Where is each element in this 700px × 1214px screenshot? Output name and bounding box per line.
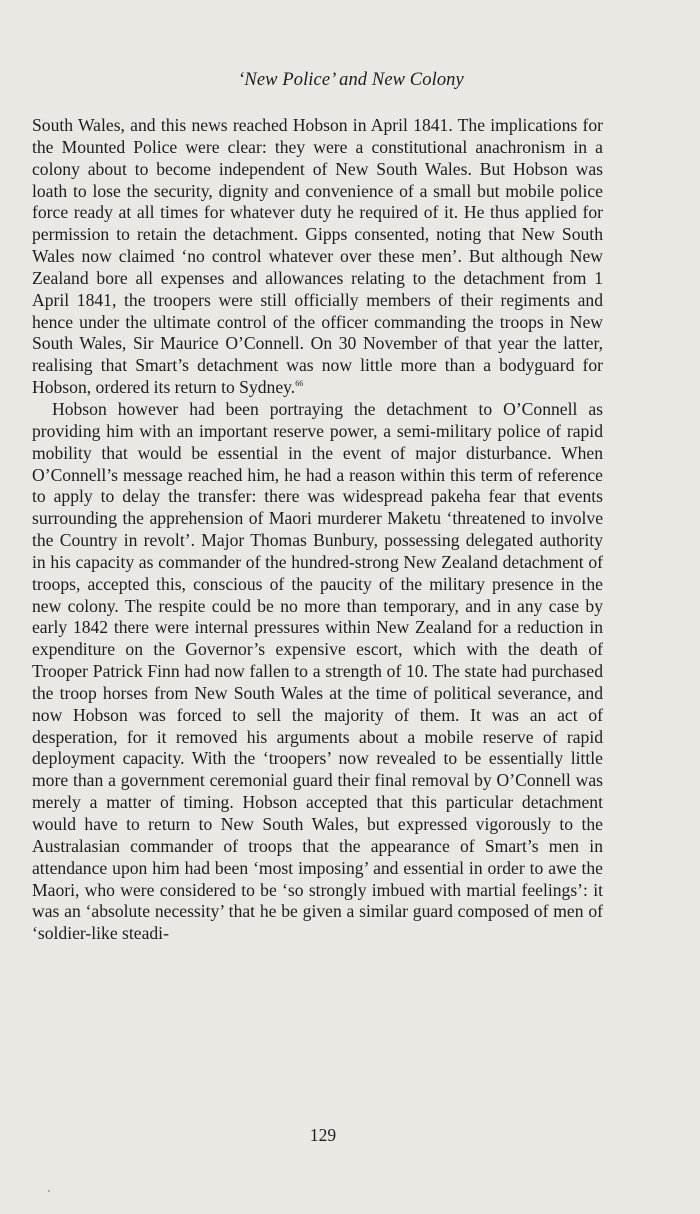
paper-speck (48, 1190, 50, 1192)
paragraph-2-text: Hobson however had been portraying the detachment to O’Connell as providing him with an important reserve power, a semi-military police of rapid mobility that would be essential in the event of major disturbance. When O’Connell’s message reached him, he had a reason within this term of reference to apply to delay the transfer: there was widespread pakeha fear that events surrounding the apprehension of Maori murderer Maketu ‘threatened to involve the Country in revolt’. Major Thomas Bunbury, possessing delegated authority in his capacity as commander of the hundred-strong New Zealand detachment of troops, accepted this, conscious of the paucity of the military presence in the new colony. The respite could be no more than temporary, and in any case by early 1842 there were internal pressures within New Zealand for a reduction in expenditure on the Governor’s expensive escort, which with the death of Trooper Patrick Finn had now fallen to a strength of 10. The state had purchased the troop horses from New South Wales at the time of political severance, and now Hobson was forced to sell the majority of them. It was an act of desperation, for it removed his arguments about a mobile reserve of rapid deployment capacity. With the ‘troopers’ now revealed to be essentially little more than a government ceremonial guard their final removal by O’Connell was merely a matter of timing. Hobson accepted that this particular detachment would have to return to New South Wales, but expressed vigorously to the Australasian commander of troops that the appearance of Smart’s men in attendance upon him had been ‘most imposing’ and essential in order to awe the Maori, who were considered to be ‘so strongly imbued with martial feelings’: it was an ‘absolute necessity’ that he be given a similar guard composed of men of ‘soldier-like steadi- (32, 398, 603, 944)
footnote-marker: 66 (295, 379, 304, 389)
running-head: ‘New Police’ and New Colony (238, 70, 464, 90)
paragraph-1-text: South Wales, and this news reached Hobson in April 1841. The implications for the Mounted Police were clear: they were a constitutional anachronism in a colony about to become independent of New South Wales. But Hobson was loath to lose the security, dignity and convenience of a small but mobile police force ready at all times for whatever duty he required of it. He thus applied for permission to retain the detachment. Gipps consented, noting that New South Wales now claimed ‘no control whatever over these men’. But although New Zealand bore all expenses and allowances relating to the detachment from 1 April 1841, the troopers were still officially members of their regiments and hence under the ultimate control of the officer commanding the troops in New South Wales, Sir Maurice O’Connell. On 30 November of that year the latter, realising that Smart’s detachment was now little more than a bodyguard for Hobson, ordered its return to Sydney. (32, 115, 603, 398)
paragraph-1 (32, 115, 603, 399)
page-number: 129 (309, 1125, 337, 1145)
paragraph-2 (32, 399, 603, 945)
body-text (32, 115, 603, 945)
